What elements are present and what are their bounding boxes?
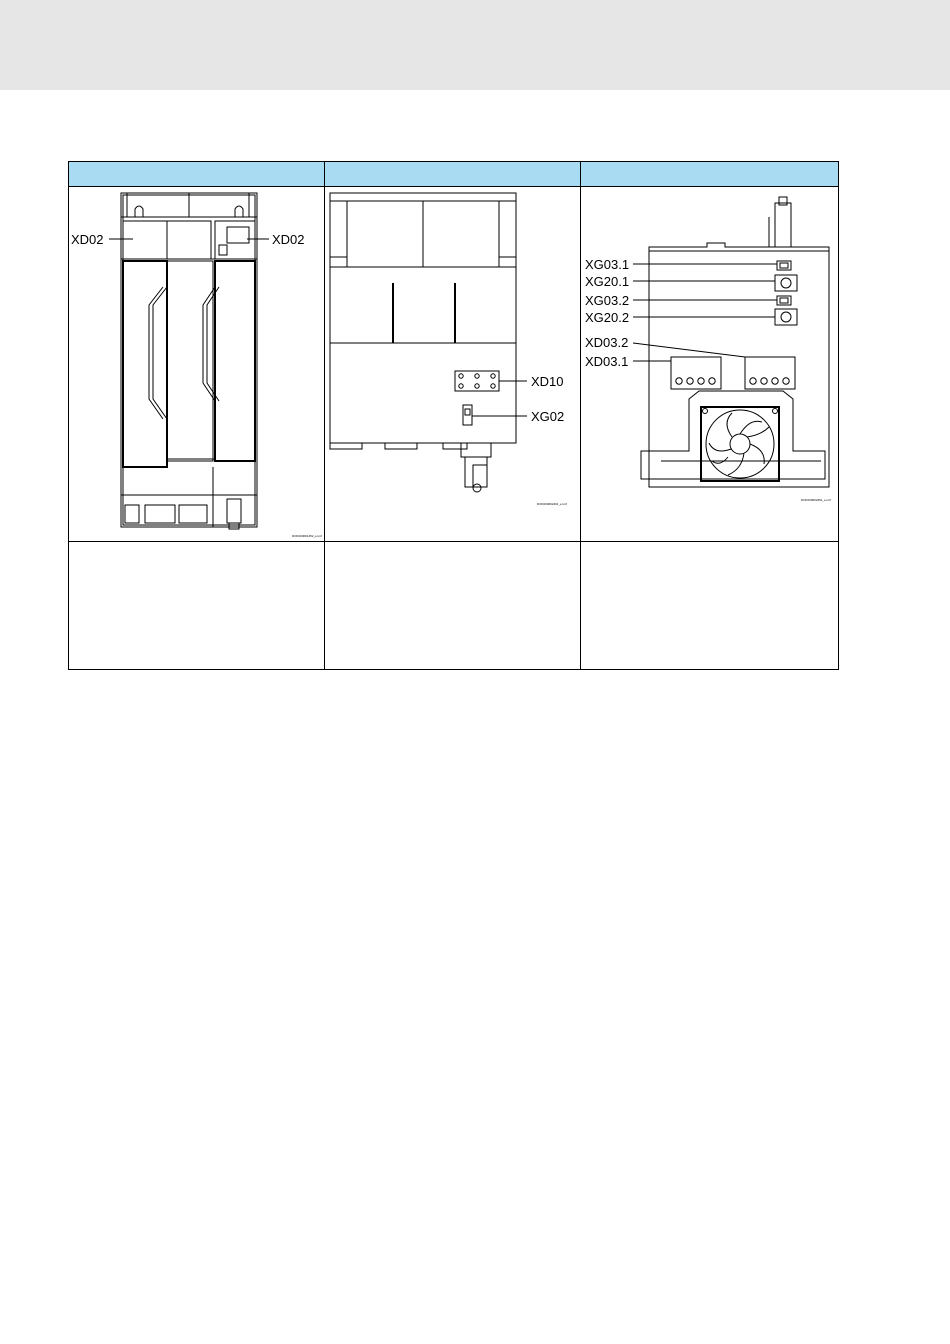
front-view-drawing [69,187,325,541]
description-cell-1 [69,542,325,670]
front-view-cell [69,187,325,542]
top-view-cell [325,187,581,542]
top-label-xg02: XG02 [531,409,565,424]
bottom-label-xd03-2: XD03.2 [585,335,629,350]
bottom-label-xg03-1: XG03.1 [585,257,630,272]
top-drawing-code: DOK000062401_en.tif [537,502,567,506]
column-header-1 [69,162,325,187]
connector-views-table [68,161,839,670]
description-cell-2 [325,542,581,670]
bottom-label-xg20-1: XG20.1 [585,274,630,289]
top-view-drawing [325,187,581,541]
bottom-view-drawing [581,187,839,541]
column-header-3 [581,162,839,187]
bottom-label-xd03-1: XD03.1 [585,354,629,369]
front-label-xd02-right: XD02 [272,232,305,247]
bottom-label-xg03-2: XG03.2 [585,293,630,308]
description-row [69,542,839,670]
description-cell-3 [581,542,839,670]
drawing-row [69,187,839,542]
column-header-2 [325,162,581,187]
front-drawing-code: DOK000061452_en.tif [292,534,322,538]
table-header-row [69,162,839,187]
bottom-drawing-code: DOK000062451_en.tif [801,498,831,502]
bottom-view-cell [581,187,839,542]
front-label-xd02-left: XD02 [71,232,104,247]
top-label-xd10: XD10 [531,374,564,389]
page-header-band [0,0,950,90]
bottom-label-xg20-2: XG20.2 [585,310,630,325]
